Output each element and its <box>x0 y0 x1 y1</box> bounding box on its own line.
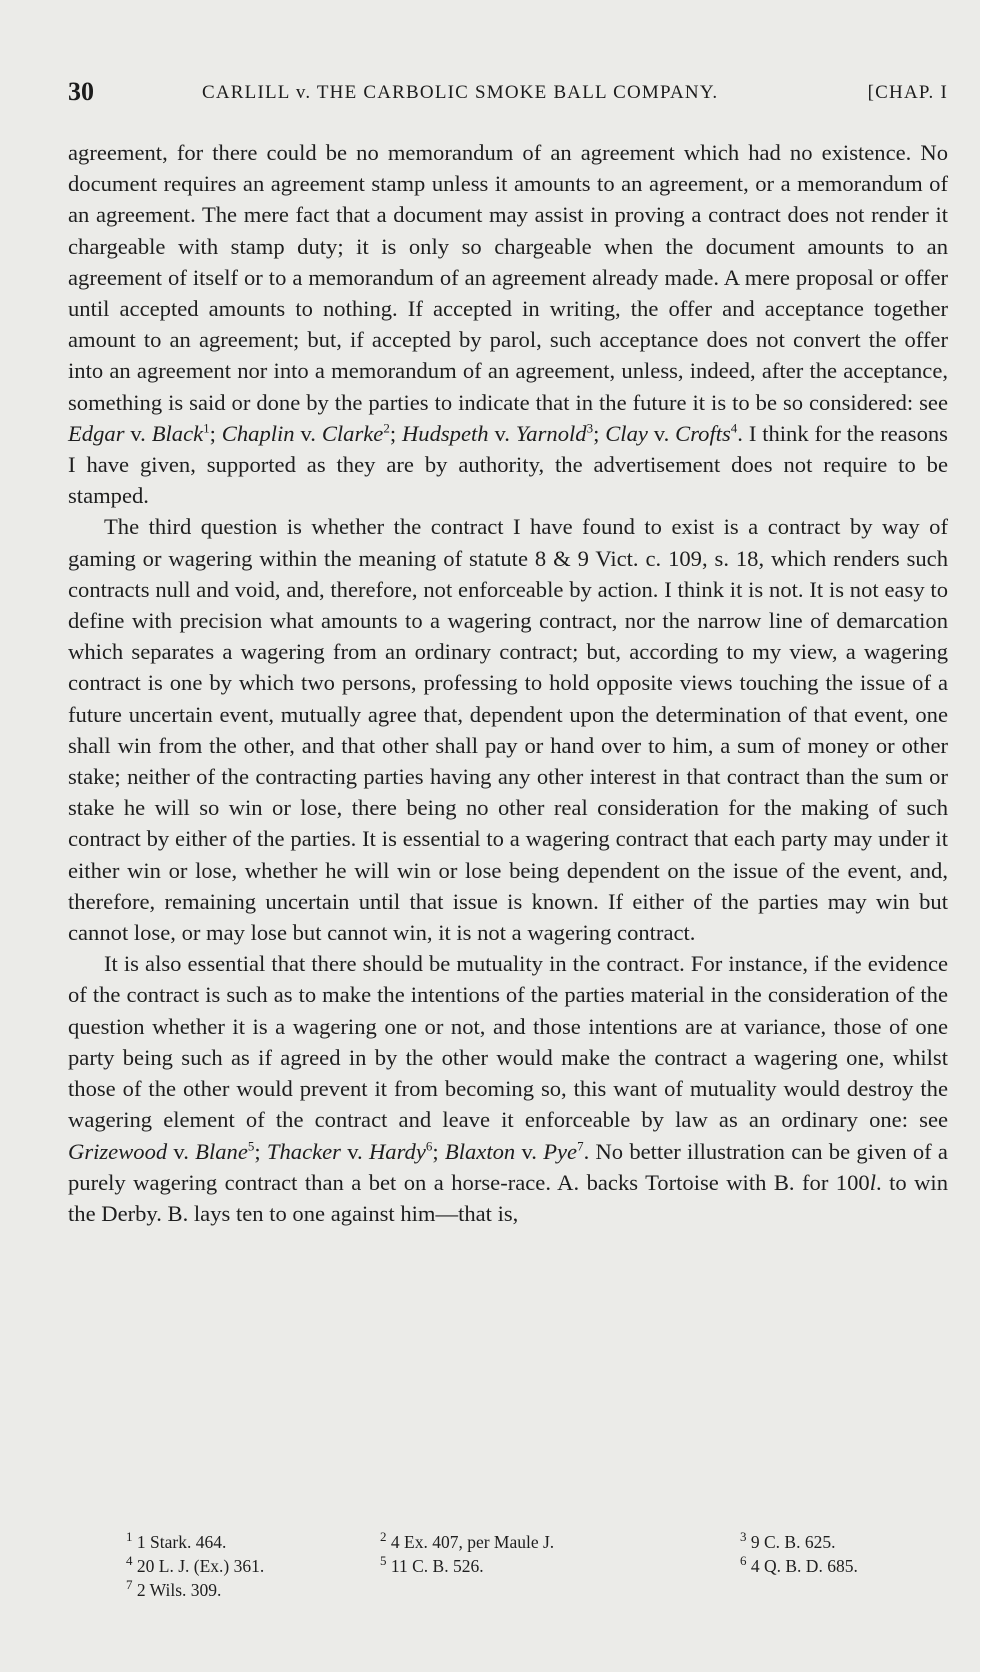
footnote-ref: 2 <box>383 420 390 436</box>
case-name: Edgar <box>68 420 125 446</box>
text-run: The third question is whether the contract I have found to exist is a contract by way of gaming or wagering within the meaning of statute 8 & 9 Vict. c. 109, s. 18, which renders such contracts null and void, and, therefore, not enforceable by action. I think it is not. It is not easy to define with precision what amounts to a wagering contract, nor the narrow line of demarcation which separates a wagering from an ordinary contract; but, according to my view, a wagering contract is one by which two persons, professing to hold opposite views touching the issue of a future uncertain event, mutually agree that, dependent upon the determination of that event, one shall win from the other, and that other shall pay or hand over to him, a sum of money or other stake; neither of the contracting parties having any other interest in that contract than the sum or stake he will so win or lose, there being no other real consideration for the making of such contract by either of the parties. It is essential to a wagering contract that each party may under it either win or lose, whether he will win or lose being dependent on the issue of the event, and, therefore, remaining uncertain until that issue is known. If either of the parties may win but cannot lose, or may lose but cannot win, it is not a wagering contract. <box>68 514 948 946</box>
text-run: v. <box>647 420 676 446</box>
footnote-number: 7 <box>126 1577 133 1593</box>
footnote-number: 1 <box>126 1529 133 1545</box>
footnote-citation: 2 Wils. 309. <box>132 1580 222 1600</box>
page-number: 30 <box>68 77 94 106</box>
text-run: v. <box>294 420 322 446</box>
case-name: Hudspeth <box>401 420 489 446</box>
footnote-number: 4 <box>126 1553 133 1569</box>
case-name: Black <box>151 420 204 446</box>
case-name: Chaplin <box>221 420 295 446</box>
footnote-citation: 9 C. B. 625. <box>746 1532 836 1552</box>
footnote-citation: 4 Q. B. D. 685. <box>746 1556 858 1576</box>
footnote-ref: 4 <box>730 420 738 436</box>
case-name: Yarnold <box>515 420 587 446</box>
footnote <box>380 1554 740 1578</box>
text-run: It is also essential that there should be mutuality in the contract. For instance, if the evidence of the contract is such as to make the intentions of the parties material in the consideration of the question whether it is a wagering one or not, and those intentions are at variance, those of one party being such as if agreed in by the other would make the contract a wagering one, whilst those of the other would prevent it from becoming so, this want of mutuality would destroy the wagering element of the contract and leave it enforceable by law as an ordinary one: see <box>68 951 948 1133</box>
footnote-number: 5 <box>380 1553 387 1569</box>
footnote-citation: 4 Ex. 407, per Maule J. <box>386 1532 555 1552</box>
text-run: v. <box>515 1138 544 1164</box>
text-run: . I think for the reasons I have given, supported as they are by authority, the advertisement does not require to be stamped. <box>68 420 948 509</box>
paragraph <box>68 137 948 511</box>
paragraph <box>68 948 948 1229</box>
case-name: Crofts <box>675 420 731 446</box>
case-name: l <box>869 1169 876 1195</box>
footnotes <box>68 1530 948 1602</box>
case-name: Clay <box>605 420 648 446</box>
body-text <box>68 137 948 1229</box>
footnote-number: 2 <box>380 1529 387 1545</box>
footnote-ref: 3 <box>586 420 594 436</box>
footnote-row <box>68 1530 948 1554</box>
text-run: v. <box>124 420 152 446</box>
footnote-ref: 5 <box>247 1137 255 1153</box>
footnote <box>380 1530 740 1554</box>
case-name: Clarke <box>321 420 384 446</box>
case-name: Blane <box>195 1138 248 1164</box>
text-run: v. <box>488 420 516 446</box>
text-run: agreement, for there could be no memorandum of an agreement which had no existence. No document requires an agreement stamp unless it amounts to an agreement, or a memorandum of an agreement. The mere fact that a document may assist in proving a contract does not render it chargeable with stamp duty; it is only so chargeable when the document amounts to an agreement of itself or to a memorandum of an agreement already made. A mere proposal or offer until accepted amounts to nothing. If accepted in writing, the offer and acceptance together amount to an agreement; but, if accepted by parol, such acceptance does not convert the offer into an agreement nor into a memorandum of an agreement, unless, indeed, after the acceptance, something is said or done by the parties to indicate that in the future it is to be so considered: see <box>68 140 948 415</box>
footnote <box>68 1530 380 1554</box>
case-name: Hardy <box>368 1138 426 1164</box>
case-name: Blaxton <box>444 1138 516 1164</box>
footnote-citation: 1 Stark. 464. <box>132 1532 227 1552</box>
footnote <box>740 1554 948 1578</box>
footnote-ref: 1 <box>203 420 210 436</box>
footnote-ref: 6 <box>425 1137 433 1153</box>
page-edge <box>980 0 1000 1672</box>
footnote-citation: 11 C. B. 526. <box>386 1556 484 1576</box>
text-run: ; <box>389 420 402 446</box>
footnote-number: 6 <box>740 1553 747 1569</box>
footnote <box>68 1578 380 1602</box>
running-head <box>68 74 948 110</box>
text-run: . to win the Derby. B. lays ten to one against him—that is, <box>68 1169 948 1226</box>
text-run: ; <box>593 420 606 446</box>
text-run: ; <box>209 420 222 446</box>
footnote-ref: 7 <box>577 1137 584 1153</box>
case-name: Pye <box>543 1138 578 1164</box>
footnote-row <box>68 1554 948 1578</box>
running-title: CARLILL v. THE CARBOLIC SMOKE BALL COMPANY. <box>202 82 719 103</box>
text-run: ; <box>254 1138 267 1164</box>
text-run: v. <box>167 1138 196 1164</box>
footnote <box>740 1530 948 1554</box>
footnote-citation: 20 L. J. (Ex.) 361. <box>132 1556 265 1576</box>
chapter-marker: [CHAP. I <box>867 82 948 103</box>
text-run: ; <box>432 1138 445 1164</box>
case-name: Thacker <box>266 1138 341 1164</box>
footnote-number: 3 <box>740 1529 747 1545</box>
paragraph <box>68 511 948 948</box>
footnote <box>68 1554 380 1578</box>
text-run: . No better illustration can be given of a purely wagering contract than a bet on a horse-race. A. backs Tortoise with B. for 100 <box>68 1138 948 1195</box>
case-name: Grizewood <box>68 1138 168 1164</box>
text-run: v. <box>340 1138 369 1164</box>
footnote-row <box>68 1578 948 1602</box>
